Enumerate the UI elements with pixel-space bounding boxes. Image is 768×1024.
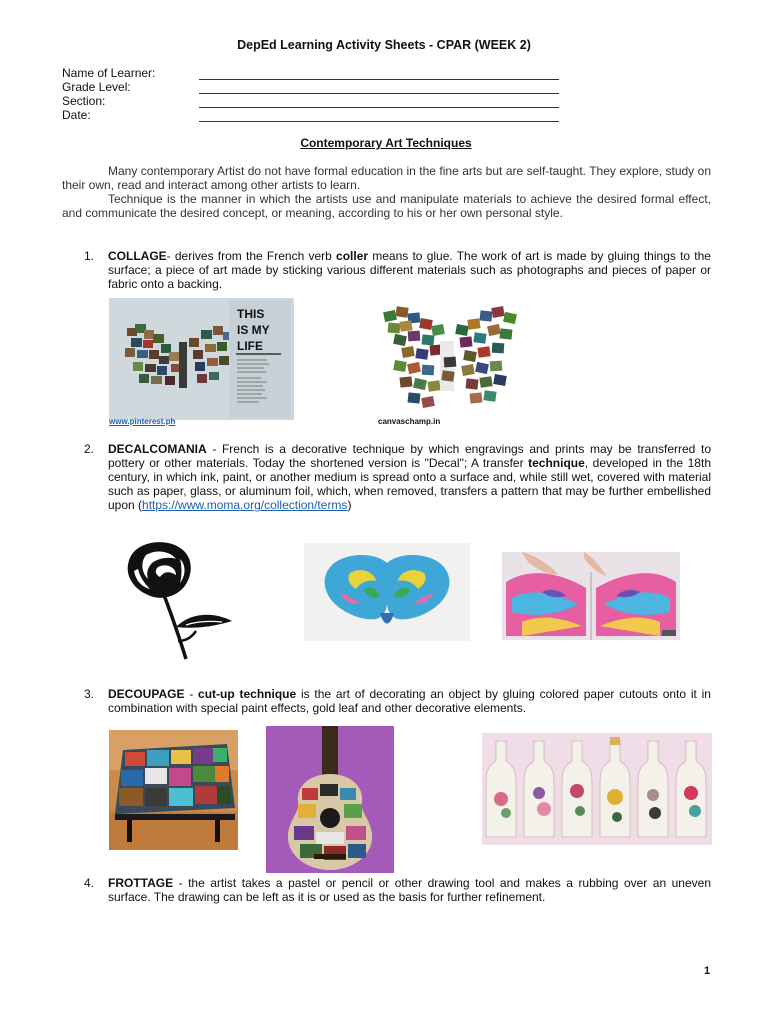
decalcomania-text-part3: ): [347, 498, 352, 512]
canvaschamp-caption: canvaschamp.in: [378, 417, 441, 426]
decoupage-text-part2: is the art of decorating an object by gluing colored paper cutouts onto it in combination with special paint effects, gold leaf and other decorative elements.: [108, 687, 711, 715]
collage-image-butterfly-photos: [380, 305, 525, 415]
document-title: DepEd Learning Activity Sheets - CPAR (WEEK 2): [237, 38, 531, 52]
moma-link[interactable]: https://www.moma.org/collection/terms: [142, 498, 348, 512]
decalcomania-text-part2: , developed in the 18th century, in which ink, paint, or another medium is spread onto a surface and, while still wet, covered with material such as paper, glass, or aluminum foil, which, when removed, transfers a pattern that may be further embellished upon (: [108, 456, 711, 512]
field-label-name: Name of Learner:: [62, 66, 156, 80]
item-number-1: 1.: [84, 249, 95, 263]
decoupage-text-part1: -: [184, 687, 199, 701]
collage-image-title: THIS IS MY LIFE: [237, 307, 270, 353]
collage-guitar-graphic: [266, 726, 394, 873]
field-label-section: Section:: [62, 94, 106, 108]
rose-icon: [120, 537, 240, 661]
decoupage-guitar-image: [266, 726, 394, 873]
decalcomania-hands-image: [502, 552, 680, 640]
decorated-bottles-graphic: [482, 733, 712, 845]
field-line-name[interactable]: [199, 79, 559, 80]
collage-text-part1: - derives from the French verb: [166, 249, 337, 263]
collage-text: [108, 249, 711, 291]
section-title: Contemporary Art Techniques: [300, 136, 472, 150]
butterfly-photo-collage-graphic: [109, 298, 294, 420]
item-number-2: 2.: [84, 442, 95, 456]
frottage-term: FROTTAGE: [108, 876, 174, 890]
rose-image: [120, 537, 240, 661]
decalcomania-term: DECALCOMANIA: [108, 442, 207, 456]
collage-term-coller: coller: [336, 249, 369, 263]
intro-paragraph-1: Many contemporary Artist do not have formal education in the fine arts but are self-taught. They explore, study on their own, read and interact among other artists to learn.: [62, 164, 711, 192]
intro-paragraph-2: Technique is the manner in which the artists use and manipulate materials to achieve the desired formal effect, and communicate the desired concept, or meaning, according to his or her own personal style.: [62, 192, 711, 220]
item-number-4: 4.: [84, 876, 95, 890]
field-label-date: Date:: [62, 108, 91, 122]
collage-table-graphic: [109, 730, 238, 850]
decalcomania-text: [108, 442, 711, 512]
frottage-text: [108, 876, 711, 904]
field-line-date[interactable]: [199, 121, 559, 122]
item-number-3: 3.: [84, 687, 95, 701]
decoupage-text: [108, 687, 711, 715]
decoupage-table-image: [109, 730, 238, 850]
inkblot-graphic: [304, 543, 470, 641]
frottage-text-part1: - the artist takes a pastel or pencil or other drawing tool and makes a rubbing over an uneven surface. The drawing can be left as it is or used as the basis for further refinement.: [108, 876, 711, 904]
decoupage-term-cutup: cut-up technique: [198, 687, 297, 701]
collage-image-this-is-my-life: [109, 298, 294, 420]
decalcomania-term-technique: technique: [528, 456, 585, 470]
decalcomania-inkblot-image: [304, 543, 470, 641]
decalcomania-text-part1: - French is a decorative technique by which engravings and prints may be transferred to pottery or other materials. Today the shortened version is "Decal"; A transfer: [108, 442, 711, 470]
pinterest-link[interactable]: www.pinterest.ph: [109, 417, 176, 426]
decoupage-term: DECOUPAGE: [108, 687, 185, 701]
field-line-section[interactable]: [199, 107, 559, 108]
collage-text-part2: means to glue. The work of art is made by gluing things to the surface; a piece of art made by sticking various different materials such as photographs and pieces of paper or fabric onto a backing.: [108, 249, 711, 291]
page-number: 1: [704, 965, 711, 977]
butterfly-photo-collage-2-graphic: [380, 305, 525, 415]
painting-hands-graphic: [502, 552, 680, 640]
field-line-grade[interactable]: [199, 93, 559, 94]
field-label-grade: Grade Level:: [62, 80, 131, 94]
collage-term: COLLAGE: [108, 249, 167, 263]
decoupage-bottles-image: [482, 733, 712, 845]
